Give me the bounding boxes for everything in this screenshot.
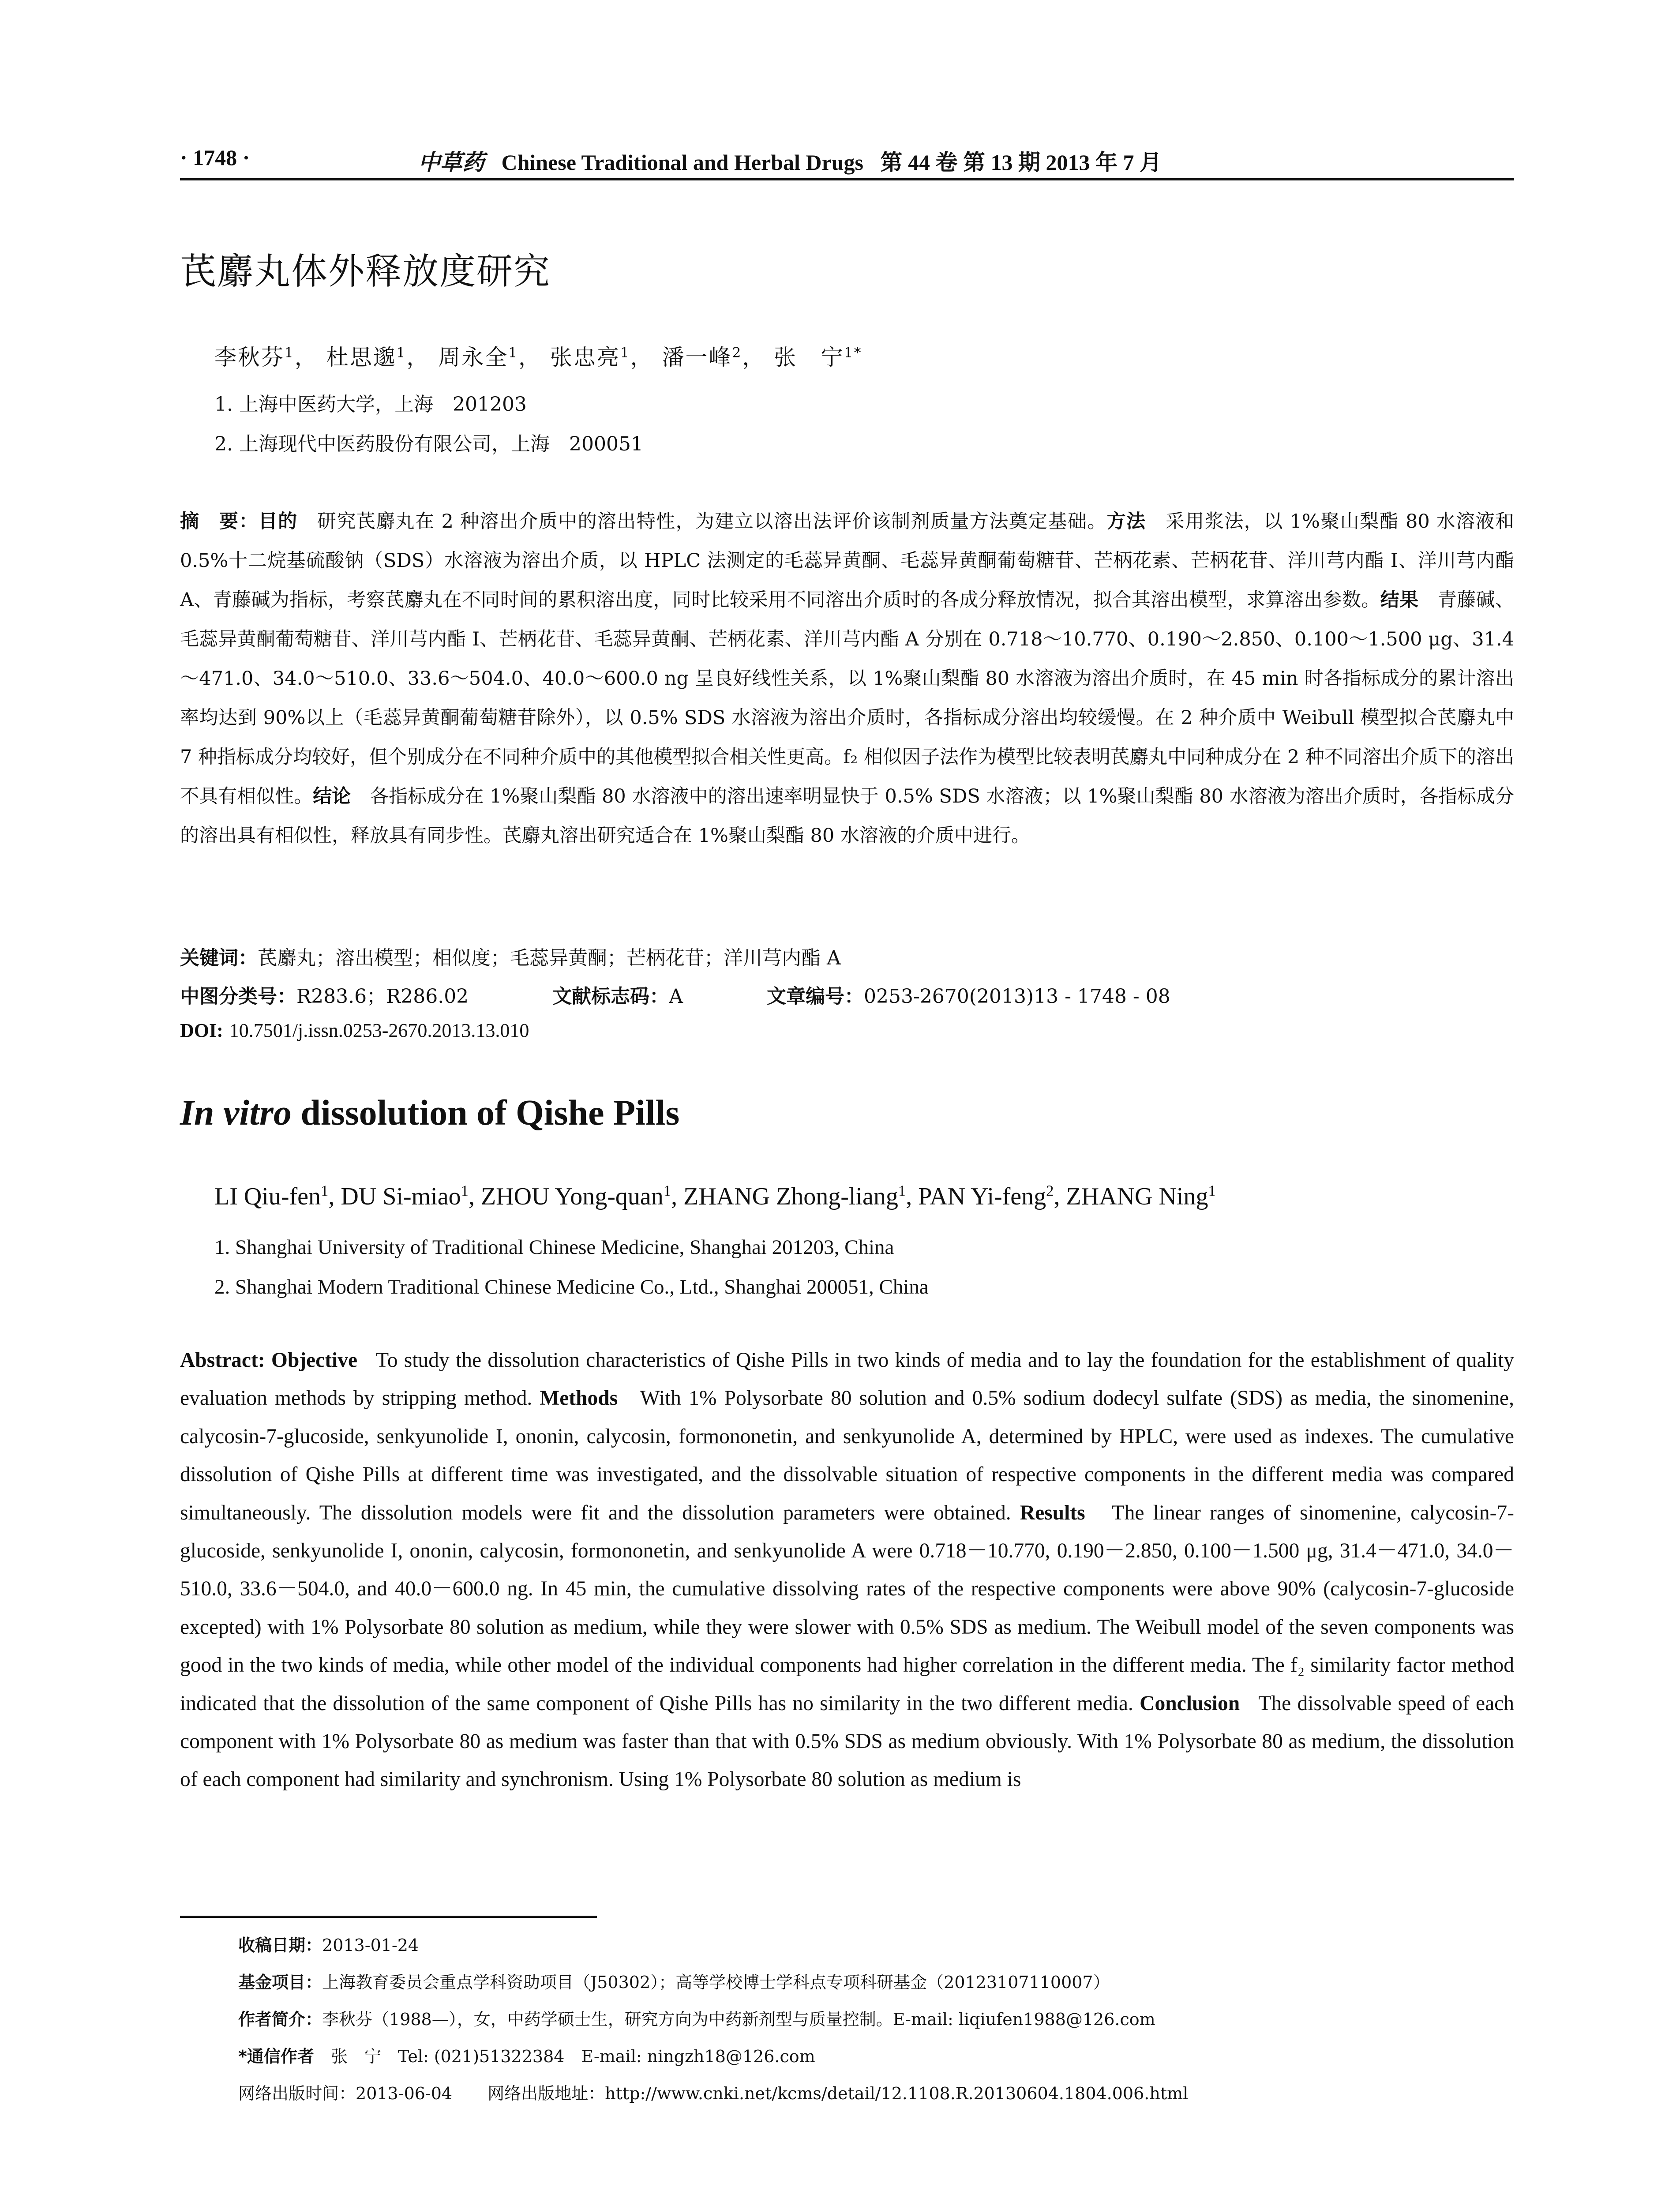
methods-label: 方法 [1106,510,1146,533]
objective-label: 目的 [258,510,298,533]
author: LI Qiu-fen [214,1183,321,1210]
footnote-author-bio: 作者简介：李秋芬（1988—），女，中药学硕士生，研究方向为中药新剂型与质量控制。E-mail: liqiufen1988@126.com [238,2010,1155,2029]
conclusion-label: 结论 [313,785,351,807]
author: ZHANG Ning [1066,1183,1208,1210]
footnote-received: 收稿日期：2013-01-24 [238,1936,419,1955]
footnote-fund: 基金项目：上海教育委员会重点学科资助项目（J50302）；高等学校博士学科点专项科研基金（20123107110007） [238,1973,1110,1992]
abstract-cn: 摘 要：目的 研究芪麝丸在 2 种溶出介质中的溶出特性，为建立以溶出法评价该制剂质量方法奠定基础。方法 采用浆法，以 1%聚山梨酯 80 水溶液和 0.5%十二烷基硫酸钠（SDS）水溶液为溶出介质，以 HPLC 法测定的毛蕊异黄酮、毛蕊异黄酮葡萄糖苷、芒柄花素、芒柄花苷、洋川芎内酯 I、洋川芎内酯 A、青藤碱为指标，考察芪麝丸在不同时间的累积溶出度，同时比较采用不同溶出介质时的各成分释放情况，拟合其溶出模型，求算溶出参数。结果 青藤碱、毛蕊异黄酮葡萄糖苷、洋川芎内酯 I、芒柄花苷、毛蕊异黄酮、芒柄花素、洋川芎内酯 A 分别在 0.718～10.770、0.190～2.850、0.100～1.500 μg、31.4～471.0、34.0～510.0、33.6～504.0、40.0～600.0 ng 呈良好线性关系，以 1%聚山梨酯 80 水溶液为溶出介质时，在 45 min 时各指标成分的累计溶出率均达到 90%以上（毛蕊异黄酮葡萄糖苷除外），以 0.5% SDS 水溶液为溶出介质时，各指标成分溶出均较缓慢。在 2 种介质中 Weibull 模型拟合芪麝丸中 7 种指标成分均较好，但个别成分在不同种介质中的其他模型拟合相关性更高。f₂ 相似因子法作为模型比较表明芪麝丸中同种成分在 2 种不同溶出介质下的溶出不具有相似性。结论 各指标成分在 1%聚山梨酯 80 水溶液中的溶出速率明显快于 0.5% SDS 水溶液；以 1%聚山梨酯 80 水溶液为溶出介质时，各指标成分的溶出具有相似性，释放具有同步性。芪麝丸溶出研究适合在 1%聚山梨酯 80 水溶液的介质中进行。 [180,510,1515,847]
title-en: In vitro dissolution of Qishe Pills [180,1092,680,1133]
journal-info [418,145,1514,176]
doi-line: DOI: 10.7501/j.issn.0253-2670.2013.13.010 [180,1020,529,1041]
journal-name-en: Chinese Traditional and Herbal Drugs [501,150,863,175]
issue-info: 第 44 卷 第 13 期 2013 年 7 月 [880,150,1162,175]
author: 杜思邈 [326,345,397,370]
author: DU Si-miao [341,1183,461,1210]
methods-text: 采用浆法，以 1%聚山梨酯 80 水溶液和 0.5%十二烷基硫酸钠（SDS）水溶液为溶出介质，以 HPLC 法测定的毛蕊异黄酮、毛蕊异黄酮葡萄糖苷、芒柄花素、芒柄花苷、洋川芎内酯 I、洋川芎内酯 A、青藤碱为指标，考察芪麝丸在不同时间的累积溶出度，同时比较采用不同溶出介质时的各成分释放情况，拟合其溶出模型，求算溶出参数。 [180,510,1515,611]
footnote-online: 网络出版时间：2013-06-04 网络出版地址：http://www.cnki.net/kcms/detail/12.1108.R.20130604.1804.006.html [238,2084,1189,2103]
results-text: The linear ranges of sinomenine, calycosin-7-glucoside, senkyunolide I, ononin, calycosin, formononetin, and senkyunolide A were 0.718－10.770, 0.190－2.850, 0.100－1.500 μg, 31.4－471.0, 34.0－510.0, 33.6－504.0, and 40.0－600.0 ng. In 45 min, the cumulative dissolving rates of the respective components were above 90% (calycosin-7-glucoside excepted) with 1% Polysorbate 80 solution as medium, while they were slower with 0.5% SDS as medium. The Weibull model of the seven components was good in the two kinds of media, while other model of the individual components had higher correlation in the different media. The f₂ similarity factor method indicated that the dissolution of the same component of Qishe Pills has no similarity in the two different media. [180,1501,1514,1715]
footnote-divider [180,1916,597,1918]
author: ZHANG Zhong-liang [683,1183,898,1210]
author: 周永全 [438,345,509,370]
running-header [180,140,1514,180]
conclusion-text: The dissolvable speed of each component with 1% Polysorbate 80 as medium was faster than that with 0.5% SDS as medium obviously. With 1% Polysorbate 80 as medium, the dissolution of each component had similarity and synchronism. Using 1% Polysorbate 80 solution as medium is [180,1692,1514,1791]
author: 潘一峰 [662,345,732,370]
author: 张 宁 [774,345,844,370]
author: 张忠亮 [550,345,620,370]
conclusion-label: Conclusion [1140,1692,1240,1715]
methods-label: Methods [540,1387,618,1410]
footnote-corresponding: *通信作者 张 宁 Tel: (021)51322384 E-mail: ningzh18@126.com [238,2047,815,2066]
abstract-en: Abstract: Objective To study the dissolution characteristics of Qishe Pills in two kinds of media and to lay the foundation for the establishment of quality evaluation methods by stripping method. Methods With 1% Polysorbate 80 solution and 0.5% sodium dodecyl sulfate (SDS) as media, the sinomenine, calycosin-7-glucoside, senkyunolide I, ononin, calycosin, formononetin, and senkyunolide A, determined by HPLC, were used as indexes. The cumulative dissolution of Qishe Pills at different time was investigated, and the dissolvable situation of respective components in the different media was compared simultaneously. The dissolution models were fit and the dissolution parameters were obtained. Results The linear ranges of sinomenine, calycosin-7-glucoside, senkyunolide I, ononin, calycosin, formononetin, and senkyunolide A were 0.718－10.770, 0.190－2.850, 0.100－1.500 μg, 31.4－471.0, 34.0－510.0, 33.6－504.0, and 40.0－600.0 ng. In 45 min, the cumulative dissolving rates of the respective components were above 90% (calycosin-7-glucoside excepted) with 1% Polysorbate 80 solution as medium, while they were slower with 0.5% SDS as medium. The Weibull model of the seven components was good in the two kinds of media, while other model of the individual components had higher correlation in the different media. The f₂ similarity factor method indicated that the dissolution of the same component of Qishe Pills has no similarity in the two different media. Conclusion The dissolvable speed of each component with 1% Polysorbate 80 as medium was faster than that with 0.5% SDS as medium obviously. With 1% Polysorbate 80 as medium, the dissolution of each component had similarity and synchronism. Using 1% Polysorbate 80 solution as medium is [180,1349,1514,1791]
objective-text: 研究芪麝丸在 2 种溶出介质中的溶出特性，为建立以溶出法评价该制剂质量方法奠定基础。 [317,510,1107,533]
journal-name-cn: 中草药 [418,149,484,175]
authors-cn: 李秋芬$^1$， 杜思邈$^1$， 周永全$^1$， 张忠亮$^1$， 潘一峰$^2$， 张 宁$^{1*}$ [214,345,862,370]
objective-label: Objective [271,1349,358,1372]
methods-text: With 1% Polysorbate 80 solution and 0.5% sodium dodecyl sulfate (SDS) as media, the sinomenine, calycosin-7-glucoside, senkyunolide I, ononin, calycosin, formononetin, and senkyunolide A, determined by HPLC, were used as indexes. The cumulative dissolution of Qishe Pills at different time was investigated, and the dissolvable situation of respective components in the different media was compared simultaneously. The dissolution models were fit and the dissolution parameters were obtained. [180,1387,1514,1524]
results-label: 结果 [1380,589,1419,611]
affiliation-cn: 2. 上海现代中医药股份有限公司，上海 200051 [214,433,643,455]
title-cn: 芪麝丸体外释放度研究 [180,251,551,293]
authors-en: LI Qiu-fen$^1$, DU Si-miao$^1$, ZHOU Yong-quan$^1$, ZHANG Zhong-liang$^1$, PAN Yi-feng$^2$, ZHANG Ning$^1$ [214,1182,1216,1210]
author: ZHOU Yong-quan [480,1183,664,1210]
author: 李秋芬 [214,345,285,370]
conclusion-text: 各指标成分在 1%聚山梨酯 80 水溶液中的溶出速率明显快于 0.5% SDS 水溶液；以 1%聚山梨酯 80 水溶液为溶出介质时，各指标成分的溶出具有相似性，释放具有同步性。芪麝丸溶出研究适合在 1%聚山梨酯 80 水溶液的介质中进行。 [180,785,1515,847]
results-text: 青藤碱、毛蕊异黄酮葡萄糖苷、洋川芎内酯 I、芒柄花苷、毛蕊异黄酮、芒柄花素、洋川芎内酯 A 分别在 0.718～10.770、0.190～2.850、0.100～1.500 μg、31.4～471.0、34.0～510.0、33.6～504.0、40.0～600.0 ng 呈良好线性关系，以 1%聚山梨酯 80 水溶液为溶出介质时，在 45 min 时各指标成分的累计溶出率均达到 90%以上（毛蕊异黄酮葡萄糖苷除外），以 0.5% SDS 水溶液为溶出介质时，各指标成分溶出均较缓慢。在 2 种介质中 Weibull 模型拟合芪麝丸中 7 种指标成分均较好，但个别成分在不同种介质中的其他模型拟合相关性更高。f₂ 相似因子法作为模型比较表明芪麝丸中同种成分在 2 种不同溶出介质下的溶出不具有相似性。 [180,589,1515,807]
keywords-cn: 关键词：芪麝丸；溶出模型；相似度；毛蕊异黄酮；芒柄花苷；洋川芎内酯 A [180,947,841,969]
classification-line: 中图分类号：R283.6；R286.02 文献标志码：A 文章编号：0253-2670(2013)13 - 1748 - 08 [180,985,1170,1008]
affiliation-en: 2. Shanghai Modern Traditional Chinese Medicine Co., Ltd., Shanghai 200051, China [214,1276,929,1298]
results-label: Results [1020,1501,1085,1524]
affiliation-cn: 1. 上海中医药大学，上海 201203 [214,393,527,416]
doi-link[interactable]: 10.7501/j.issn.0253-2670.2013.13.010 [229,1020,529,1041]
page-number: · 1748 · [180,145,250,170]
online-url-link[interactable]: http://www.cnki.net/kcms/detail/12.1108.R.20130604.1804.006.html [605,2084,1189,2103]
objective-text: To study the dissolution characteristics of Qishe Pills in two kinds of media and to lay the foundation for the establishment of quality evaluation methods by stripping method. [180,1349,1514,1410]
author: PAN Yi-feng [918,1183,1046,1210]
affiliation-en: 1. Shanghai University of Traditional Chinese Medicine, Shanghai 201203, China [214,1236,894,1259]
